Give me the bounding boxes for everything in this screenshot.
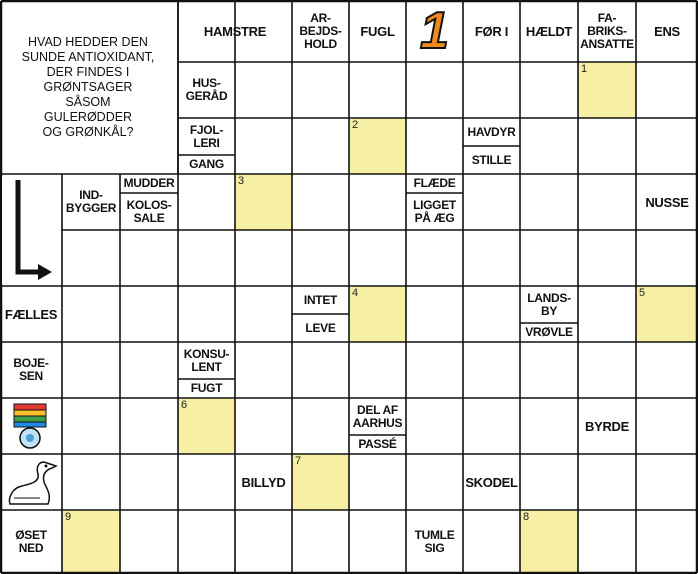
- solution-number: 6: [181, 399, 188, 411]
- solution-number: 9: [65, 511, 72, 523]
- clue-vroevle: VRØVLE: [525, 325, 573, 339]
- clue-bojesen: BOJE- SEN: [13, 356, 49, 383]
- clue-passe: PASSÉ: [358, 437, 397, 451]
- clue-fjolleri: FJOL- LERI: [189, 122, 224, 150]
- puzzle-question: HVAD HEDDER DEN SUNDE ANTIOXIDANT, DER FINDES I GRØNTSAGER SÅSOM GULERØDDER OG GRØNKÅL?: [21, 34, 155, 139]
- solution-number: 1: [581, 63, 588, 75]
- solution-number: 7: [295, 455, 302, 467]
- corner-arrow-icon: [2, 176, 61, 284]
- clue-fugl: FUGL: [360, 23, 395, 39]
- clue-billyd: BILLYD: [241, 474, 286, 490]
- clue-oeset-ned: ØSET NED: [15, 528, 47, 555]
- solution-number: 8: [523, 511, 530, 523]
- clue-leve: LEVE: [305, 320, 336, 335]
- clue-haeldt: HÆLDT: [525, 23, 573, 39]
- solution-number: 2: [352, 119, 359, 131]
- clue-intet: INTET: [303, 292, 338, 307]
- clue-husgeraad: HUS- GERÅD: [185, 76, 228, 103]
- solution-number: 3: [238, 175, 245, 187]
- clue-tumle-sig: TUMLE SIG: [414, 528, 455, 555]
- clue-mudder: MUDDER: [123, 176, 175, 190]
- clue-ligget-paa-aeg: LIGGET PÅ ÆG: [413, 197, 456, 225]
- clue-konsulent: KONSU- LENT: [183, 346, 230, 374]
- clue-kolossale: KOLOS- SALE: [126, 197, 172, 225]
- clue-gang: GANG: [189, 157, 224, 171]
- logo-number: 1: [420, 2, 449, 60]
- solution-number: 5: [639, 287, 646, 299]
- heron-bird-icon: [0, 454, 62, 510]
- clue-landsby: LANDS- BY: [527, 290, 571, 318]
- clue-stille: STILLE: [471, 152, 512, 167]
- medal-icon: [0, 398, 62, 454]
- clue-byrde: BYRDE: [584, 418, 629, 434]
- clue-skodel: SKODEL: [465, 474, 518, 490]
- solution-number: 4: [352, 287, 359, 299]
- clue-hamstre: HAMSTRE: [203, 23, 267, 39]
- clue-arbejdshold: AR- BEJDS- HOLD: [299, 10, 342, 51]
- clue-ens: ENS: [654, 23, 680, 39]
- clue-foer-i: FØR I: [474, 23, 509, 39]
- clue-fabriksansatte: FA- BRIKS- ANSATTE: [580, 10, 634, 51]
- clue-havdyr: HAVDYR: [467, 124, 516, 139]
- clue-del-af-aarhus: DEL AF AARHUS: [352, 402, 403, 430]
- clue-fugt: FUGT: [190, 381, 223, 395]
- clue-nusse: NUSSE: [645, 194, 689, 210]
- clue-faelles: FÆLLES: [4, 306, 58, 322]
- clue-flaede: FLÆDE: [413, 176, 456, 190]
- puzzle-logo: [406, 0, 463, 62]
- clue-indbygger: IND- BYGGER: [65, 188, 117, 215]
